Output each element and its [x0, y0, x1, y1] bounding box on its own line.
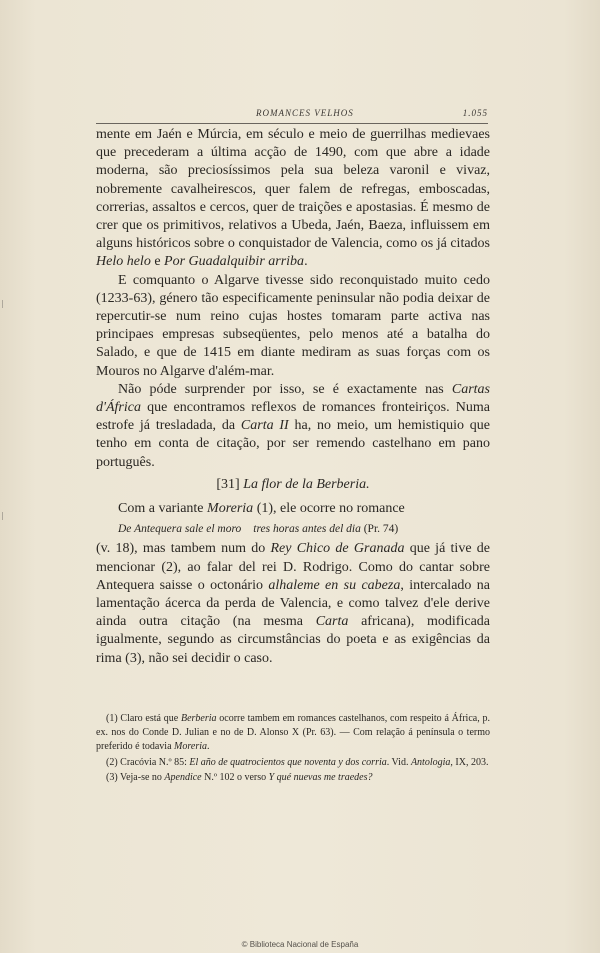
- running-title: ROMANCES VELHOS: [256, 108, 354, 118]
- paragraph: Não póde surprender por isso, se é exactamente nas Cartas d'África que encontramos reflexos de romances fronteiriços. Numa estrofe já tresladada, da Carta II ha, no meio, um hemistiquio que tenho em conta de citação, por ser remendo castelhano em pano português.: [96, 381, 491, 470]
- footnote: (2) Cracóvia N.º 85: El año de quatrocientos que noventa y dos corria. Vid. Antologia, IX, 203.: [106, 756, 489, 768]
- margin-mark: [2, 512, 9, 520]
- main-text: [96, 126, 490, 668]
- running-header: [96, 108, 488, 122]
- footnote: (3) Veja-se no Apendice N.º 102 o verso Y qué nuevas me traedes?: [106, 771, 373, 783]
- copyright-notice: © Biblioteca Nacional de España: [241, 940, 359, 949]
- footnotes: [96, 712, 490, 786]
- margin-mark: [2, 300, 9, 308]
- page-number: 1.055: [462, 108, 488, 118]
- section-heading: [31] La flor de la Berberia.: [216, 476, 370, 492]
- header-rule: [96, 123, 488, 124]
- footnote: (1) Claro está que Berberia ocorre tambem em romances castelhanos, com respeito á África, p. ex. nos do Conde D. Julian e no de D. Alonso X (Pr. 63). — Com relação á península o termo preferido é todavia Moreria.: [96, 713, 490, 753]
- paragraph: (v. 18), mas tambem num do Rey Chico de Granada que já tive de mencionar (2), ao falar del rei D. Rodrigo. Como do cantar sobre Antequera saisse o octonário alhaleme en su cabeza, intercalado na lamentação ácerca da perda de Valencia, e como talvez d'ele derive ainda outra citação (na mesma Carta africana), modificada igualmente, segundo as circumstâncias do poeta e as exigências da rima (3), não sei decidir o caso.: [96, 541, 490, 666]
- verse-quote: De Antequera sale el moro tres horas antes del dia (Pr. 74): [118, 523, 399, 536]
- paragraph: Com a variante Moreria (1), ele ocorre no romance: [118, 501, 405, 517]
- paragraph: E comquanto o Algarve tivesse sido reconquistado muito cedo (1233-63), género tão especificamente peninsular não podia deixar de repercutir-se num reino cujas hostes tomaram parte activa nas principaes empresas subseqüentes, pelo menos até a batalha do Salado, e que de 1415 em diante mediram as suas forças com os Mouros no Algarve d'além-mar.: [96, 272, 490, 379]
- paragraph: mente em Jaén e Múrcia, em século e meio de guerrilhas medievaes que precederam a última acção de 1490, com que abre a idade moderna, são preciosíssimos pela sua beleza varonil e vivaz, nobremente cavalheirescos, quer falem de refregas, emboscadas, correrias, assaltos e cercos, quer de traições e apostasias. É mesmo de crer que os primitivos, relativos a Ubeda, Jaén, Baeza, influissem em alguns históricos sobre o conquistador de Valencia, como os já citados Helo helo e Por Guadalquibir arriba.: [96, 127, 490, 270]
